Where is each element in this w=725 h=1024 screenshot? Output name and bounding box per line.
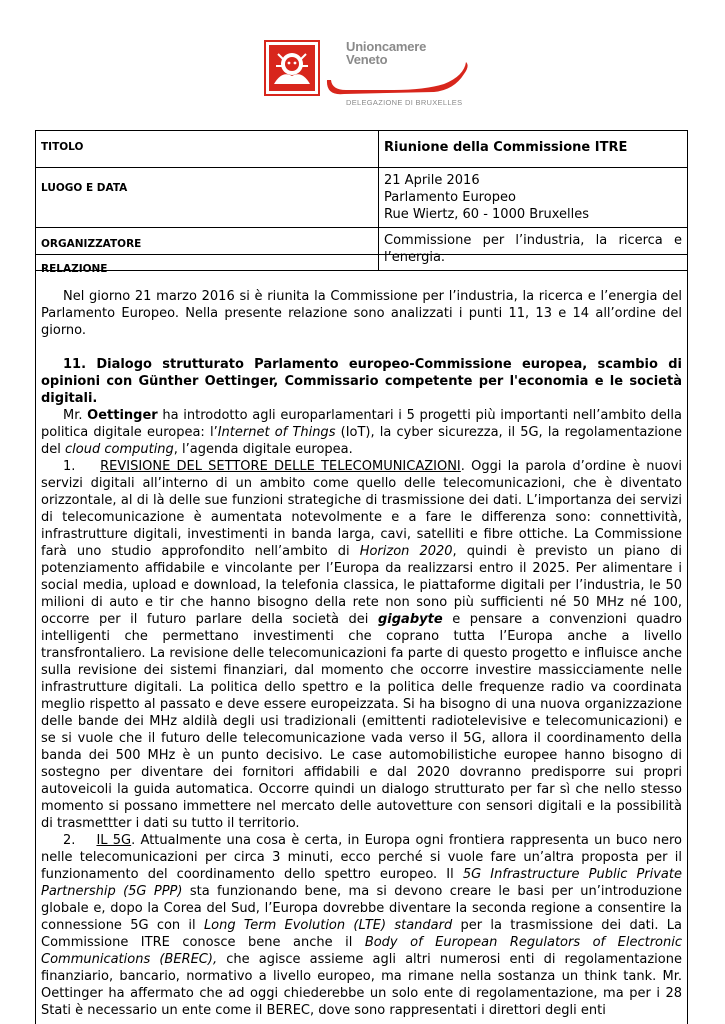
- section-title: 11. Dialogo strutturato Parlamento europeo-Commissione europea, scambio di opinioni con Günther Oettinger, Commissario competente per l'economia e le società digitali.: [41, 357, 682, 406]
- oettinger-name: Oettinger: [87, 408, 158, 423]
- date-line: 21 Aprile 2016: [384, 173, 480, 188]
- place-date-label: LUOGO E DATA: [41, 182, 128, 194]
- paragraph-telecom-review: 1. REVISIONE DEL SETTORE DELLE TELECOMUNICAZIONI. Oggi la parola d’ordine è nuovi servizi digitali all’interno di un ambito come quello delle telecomunicazioni, che è diventato orizzontale, al di là delle sue funzioni strategiche di trasmissione dei dati. L’importanza dei servizi di telecomunicazione è aumentata notevolmente e a fare le differenza sono: connettività, infrastrutture digitali, investimenti in banda larga, cavi, satelliti e fibre ottiche. La Commissione farà uno studio approfondito nell’ambito di Horizon 2020, quindi è previsto un piano di potenziamento affidabile e vincolante per l’Europa da realizzarsi entro il 2025. Per alimentare i social media, upload e download, la telefonia classica, le piattaforme digitali per l’industria, le 50 milioni di auto e tir che hanno bisogno della rete non sono più sufficienti né 50 MHz né 100, occorre per il futuro parlare della società dei gigabyte e pensare a convenzioni quadro intelligenti che permettano investimenti che coprano tutta l’Europa anche a livello transfrontaliero. La revisione delle telecomunicazioni fa parte di questo progetto e influisce anche sulla revisione dei sistemi finanziari, dal momento che occorre investire massicciamente nelle infrastrutture digitali. La politica dello spettro e la politica delle frequenze radio va coordinata meglio rispetto al passato e deve essere europeizzata. Si ha bisogno di una nuova organizzazione delle bande dei MHz aldilà degli usi tradizionali (emittenti radiotelevisive e telecomunicazioni) e se si vuole che il futuro delle telecomunicazione vada verso il 5G, allora il coordinamento della banda dei 500 MHz è un punto decisivo. Le case automobilistiche europee hanno bisogno di sostegno per diventare dei fornitori affidabili e dal 2020 dovranno predisporre sui propri autoveicoli la guida automatica. Occorre quindi un dialogo strutturato per far sì che nello stesso momento si possano immettere nel mercato delle autovetture con sensori digitali e la possibilità di trasmettter i dati su tutto il territorio.: [41, 459, 683, 831]
- paragraph-5g: 2. IL 5G. Attualmente una cosa è certa, in Europa ogni frontiera rappresenta un buco nero nelle telecomunicazioni per circa 3 minuti, ecco perché si vuole fare un’altra proposta per il funzionamento del coordinamento dello spettro europeo. Il 5G Infrastructure Public Private Partnership (5G PPP) sta funzionando bene, ma si devono creare le basi per un’introduzione globale e, dopo la Corea del Sud, l’Europa dovrebbe diventare la seconda regione a consentire la connessione 5G con il Long Term Evolution (LTE) standard per la trasmissione dei dati. La Commissione ITRE conosce bene anche il Body of European Regulators of Electronic Communications (BEREC), che agisce assieme agli altri numerosi enti di regolamentazione finanziario, bancario, normativo a livello europeo, ma rimane nella sostanza un think tank. Mr. Oettinger ha affermato che ad oggi chiederebbe un solo ente di regolamentazione, ma per i 28 Stati è necessario un ente come il BEREC, dove sono rappresentati i direttori degli enti: [41, 833, 682, 1018]
- organizer-value: Commissione per l’industria, la ricerca e l’energia.: [379, 228, 688, 271]
- report-label: RELAZIONE: [41, 263, 108, 275]
- header-logo: [264, 40, 484, 112]
- report-body: [35, 254, 688, 1024]
- place-date-value: [379, 168, 688, 228]
- telecom-heading: REVISIONE DEL SETTORE DELLE TELECOMUNICAZIONI: [100, 459, 461, 474]
- paragraph-oettinger: Mr. Oettinger ha introdotto agli europarlamentari i 5 progetti più importanti nell’ambito della politica digitale europea: l’Internet of Things (IoT), la cyber sicurezza, il 5G, la regolamentazione del cloud computing, l’agenda digitale europea.: [41, 408, 683, 457]
- organizer-label: ORGANIZZATORE: [41, 238, 142, 250]
- title-label: TITOLO: [41, 141, 84, 153]
- address-line: Rue Wiertz, 60 - 1000 Bruxelles: [384, 207, 590, 222]
- brand-name: [346, 40, 426, 66]
- table-row-title: [36, 131, 688, 168]
- title-value: Riunione della Commissione ITRE: [379, 131, 688, 168]
- venue-line: Parlamento Europeo: [384, 190, 516, 205]
- place-date-label-cell: [36, 168, 379, 228]
- intro-paragraph: Nel giorno 21 marzo 2016 si è riunita la Commissione per l’industria, la ricerca e l’energia del Parlamento Europeo. Nella presente relazione sono analizzati i punti 11, 13 e 14 all’ordine del giorno.: [41, 289, 682, 338]
- delegation-caption: DELEGAZIONE DI BRUXELLES: [346, 98, 463, 107]
- title-label-cell: [36, 131, 379, 168]
- table-row-place-date: [36, 168, 688, 228]
- 5g-heading: IL 5G: [96, 833, 132, 848]
- brand-line-2: Veneto: [346, 52, 388, 67]
- brand-line-1: Unioncamere: [346, 39, 427, 54]
- lion-emblem-icon: [264, 40, 320, 96]
- info-table: [35, 130, 688, 271]
